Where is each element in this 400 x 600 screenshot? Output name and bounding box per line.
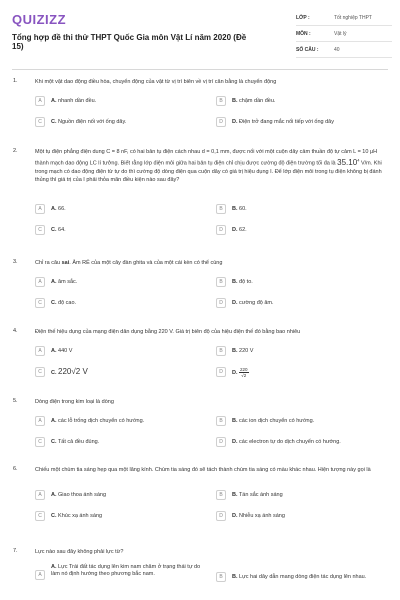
option-letter: A — [35, 96, 45, 106]
option-a[interactable]: A A. 66. — [35, 202, 205, 216]
option-letter: A — [35, 204, 45, 214]
option-text: Lực hai dây dẫn mang dòng điện tác dụng lên nhau. — [239, 573, 367, 580]
option-text: độ to. — [239, 278, 253, 285]
header-divider — [12, 69, 388, 70]
question-number: 4. — [13, 328, 18, 334]
option-text: 62. — [239, 226, 247, 233]
option-text: âm sắc. — [58, 278, 78, 285]
option-letter: D — [216, 117, 226, 127]
meta-value: Vật lý — [334, 30, 347, 37]
option-text: 60. — [239, 205, 247, 212]
question-number: 5. — [13, 398, 18, 404]
option-b[interactable]: B B. Lực hai dây dẫn mang dòng điện tác dụng lên nhau. — [216, 566, 388, 588]
option-letter: B — [216, 277, 226, 287]
option-letter: A — [35, 346, 45, 356]
meta-table — [296, 10, 392, 58]
option-letter: B — [216, 490, 226, 500]
question-number: 7. — [13, 548, 18, 554]
option-text: 440 V — [58, 347, 73, 354]
option-b[interactable]: B B. các ion dịch chuyển có hướng. — [216, 414, 388, 428]
option-letter: B — [216, 346, 226, 356]
option-letter: D — [216, 437, 226, 447]
question-text: Một tụ điện phẳng điện dung C = 8 nF, có hai bản tụ điện cách nhau d = 0,1 mm, được nối với một cuộn dây cảm thuần độ tự cảm L = 10 μH thành mạch dao động LC lí tưởng. Biết rằng lớp điện môi giữa hai bản tụ điện chỉ chịu được cường độ điện trường tối đa là 35.10$^4$ V/m. Khi trong mạch có dao động điện từ tự do thì cường độ dòng điện qua cuộn dây có giá trị hiệu dụng I. Để lớp điện môi trong tụ điện không bị đánh thủng thì giá trị của I phải thỏa mãn điều kiện nào sau đây? — [35, 149, 382, 183]
quizizz-logo: QUIZIZZ — [12, 12, 67, 27]
option-text: Điện trở đang mắc nối tiếp với ống dây — [239, 118, 334, 125]
meta-row-subject — [296, 26, 392, 42]
option-letter: A — [35, 570, 45, 580]
question-text: Chiếu một chùm tia sáng hẹp qua một lăng kính. Chùm tia sáng đó sẽ tách thành chùm tia sáng có màu khác nhau. Hiện tượng này gọi là — [35, 467, 371, 473]
option-text: Tán sắc ánh sáng — [238, 491, 283, 498]
question-number: 6. — [13, 466, 18, 472]
option-c[interactable]: C C. độ cao. — [35, 296, 205, 310]
option-d[interactable]: D D. 62. — [216, 223, 388, 237]
option-letter: D — [216, 511, 226, 521]
option-text: các ion dịch chuyển có hướng. — [239, 417, 315, 424]
option-letter: C — [35, 511, 45, 521]
question-number: 3. — [13, 259, 18, 265]
meta-value: Tốt nghiệp THPT — [334, 14, 372, 21]
question-text: Khi một vật dao động điều hòa, chuyển động của vật từ vị trí biên về vị trí cân bằng là chuyển động — [35, 79, 277, 85]
option-d[interactable]: D D. Điện trở đang mắc nối tiếp với ống dây — [216, 115, 388, 129]
question-text: Điện thế hiệu dụng của mạng điện dân dụng bằng 220 V. Giá trị biên độ của hiệu điện thế đó bằng bao nhiêu — [35, 329, 301, 335]
option-letter: A — [35, 277, 45, 287]
option-letter: C — [35, 298, 45, 308]
document-title: Tổng hợp đề thi thử THPT Quốc Gia môn Vật Lí năm 2020 (Đề 15) — [12, 33, 247, 51]
option-a[interactable]: A A. Giao thoa ánh sáng — [35, 488, 205, 502]
option-text: 220√2 V — [58, 366, 88, 376]
option-text: Lực Trái đất tác dụng lên kim nam châm ở trạng thái tự do làm nó định hướng theo phương bắc nam. — [51, 564, 201, 577]
option-a[interactable]: A A. 440 V — [35, 344, 205, 358]
meta-label: SỐ CÂU : — [296, 46, 319, 53]
option-text: Nguồn điện nối với ống dây. — [58, 118, 127, 125]
page-header — [0, 0, 400, 66]
option-letter: C — [35, 367, 45, 377]
question-number: 1. — [13, 78, 18, 84]
option-letter: D — [216, 225, 226, 235]
option-text: 220 V — [239, 347, 254, 354]
meta-row-count — [296, 42, 392, 58]
option-letter: B — [216, 204, 226, 214]
option-text: 66. — [58, 205, 66, 212]
meta-value: 40 — [334, 46, 340, 53]
option-b[interactable]: B B. 220 V — [216, 344, 388, 358]
option-letter: A — [35, 490, 45, 500]
option-a[interactable]: A A. Lực Trái đất tác dụng lên kim nam châm ở trạng thái tự do làm nó định hướng theo phương bắc nam. — [35, 562, 205, 596]
option-text: các electron tự do dịch chuyển có hướng. — [239, 438, 341, 445]
question-number: 2. — [13, 148, 18, 154]
option-text: Khúc xạ ánh sáng — [58, 512, 103, 519]
option-letter: B — [216, 572, 226, 582]
option-c[interactable]: C C. 64. — [35, 223, 205, 237]
question-text: Dòng điện trong kim loại là dòng — [35, 399, 114, 405]
option-letter: C — [35, 117, 45, 127]
option-letter: D — [216, 367, 226, 377]
option-letter: D — [216, 298, 226, 308]
option-d[interactable]: D D. cường độ âm. — [216, 296, 388, 310]
option-text: Tất cả đều đúng. — [57, 438, 100, 445]
option-c[interactable]: C C. Nguồn điện nối với ống dây. — [35, 115, 205, 129]
option-a[interactable]: A A. nhanh dần đều. — [35, 94, 205, 108]
option-c[interactable]: C C. 220√2 V — [35, 365, 205, 379]
option-text: 64. — [58, 226, 66, 233]
option-c[interactable]: C C. Tất cả đều đúng. — [35, 435, 205, 449]
option-b[interactable]: B B. 60. — [216, 202, 388, 216]
meta-label: LỚP : — [296, 14, 310, 21]
meta-row-class — [296, 10, 392, 26]
option-text: Giao thoa ánh sáng — [58, 491, 107, 498]
option-text: chậm dần đều. — [239, 97, 276, 104]
field-strength-value: 35.10$^4$ — [337, 157, 360, 167]
question-text: Lực nào sau đây không phải lực từ? — [35, 549, 124, 555]
option-letter: B — [216, 416, 226, 426]
option-text: độ cao. — [58, 299, 77, 306]
option-letter: C — [35, 437, 45, 447]
option-letter: A — [35, 416, 45, 426]
question-text: Chỉ ra câu sai. Âm RÊ của một cây đàn ghita và của một cái kèn có thể cùng — [35, 260, 223, 266]
option-fraction: $\frac{220}{√2}$ — [240, 366, 248, 378]
option-d[interactable]: D D. $\frac{220}{√2}$ — [216, 365, 388, 379]
option-d[interactable]: D D. các electron tự do dịch chuyển có hướng. — [216, 435, 388, 449]
option-a[interactable]: A A. âm sắc. — [35, 275, 205, 289]
option-b[interactable]: B B. Tán sắc ánh sáng — [216, 488, 388, 502]
option-text: nhanh dần đều. — [58, 97, 97, 104]
option-text: các lỗ trống dịch chuyển có hướng. — [58, 417, 145, 424]
option-a[interactable]: A A. các lỗ trống dịch chuyển có hướng. — [35, 414, 205, 428]
option-text: cường độ âm. — [239, 299, 274, 306]
option-letter: C — [35, 225, 45, 235]
meta-label: MÔN : — [296, 30, 311, 37]
option-c[interactable]: C C. Khúc xạ ánh sáng — [35, 509, 205, 523]
option-d[interactable]: D D. Nhiễu xạ ánh sáng — [216, 509, 388, 523]
option-b[interactable]: B B. độ to. — [216, 275, 388, 289]
option-letter: B — [216, 96, 226, 106]
option-text: Nhiễu xạ ánh sáng — [239, 512, 285, 519]
option-b[interactable]: B B. chậm dần đều. — [216, 94, 388, 108]
